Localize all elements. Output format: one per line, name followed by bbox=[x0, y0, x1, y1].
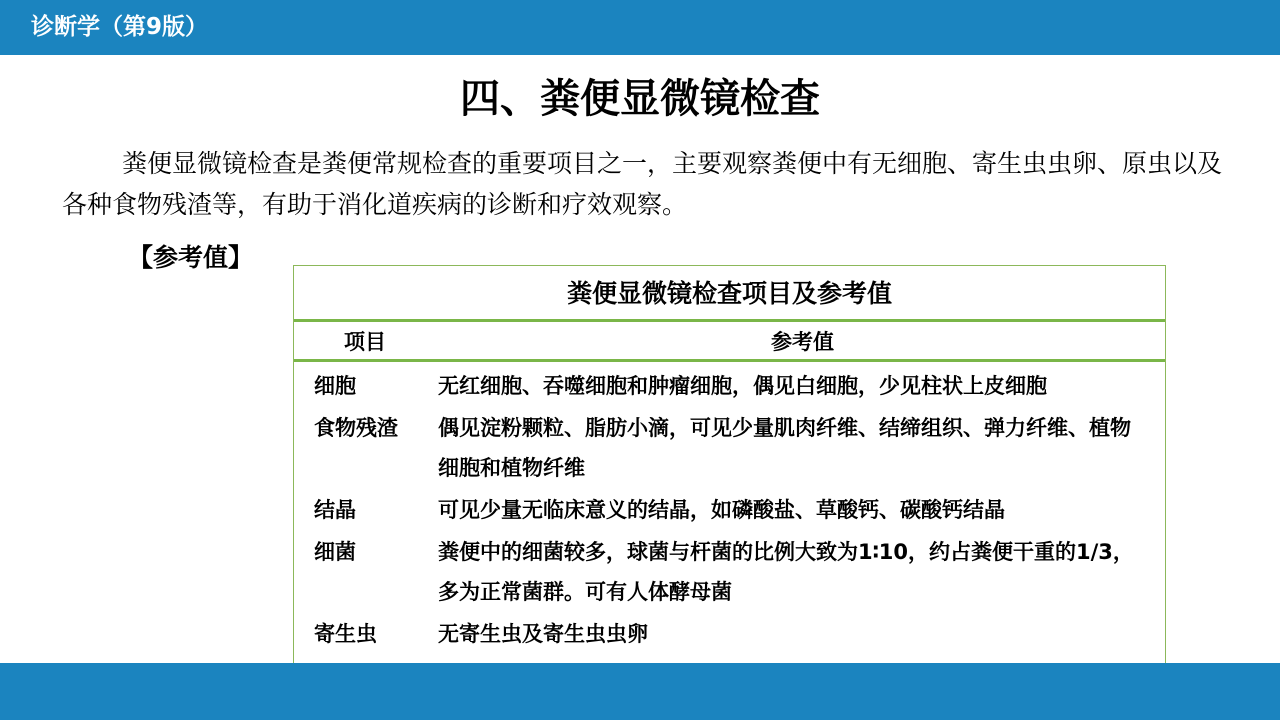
row-value: 粪便中的细菌较多，球菌与杆菌的比例大致为1∶10，约占粪便干重的1/3，多为正常菌群。可有人体酵母菌 bbox=[438, 540, 1134, 604]
column-header-reference-value: 参考值 bbox=[771, 330, 834, 354]
table-title: 粪便显微镜检查项目及参考值 bbox=[566, 279, 892, 308]
book-title: 诊断学（第9版） bbox=[31, 14, 209, 40]
intro-paragraph: 粪便显微镜检查是粪便常规检查的重要项目之一，主要观察粪便中有无细胞、寄生虫虫卵、原虫以及各种食物残渣等，有助于消化道疾病的诊断和疗效观察。 bbox=[62, 149, 1223, 219]
row-item: 细胞 bbox=[314, 374, 356, 398]
row-item: 结晶 bbox=[314, 498, 356, 522]
top-banner bbox=[0, 0, 1280, 55]
slide-heading: 四、粪便显微镜检查 bbox=[460, 76, 820, 122]
reference-table bbox=[293, 265, 1166, 664]
row-item: 细菌 bbox=[314, 540, 356, 564]
row-value: 无红细胞、吞噬细胞和肿瘤细胞，偶见白细胞，少见柱状上皮细胞 bbox=[438, 374, 1047, 398]
reference-values-label: 【参考值】 bbox=[128, 243, 254, 272]
bottom-banner bbox=[0, 663, 1280, 720]
row-item: 食物残渣 bbox=[314, 416, 398, 440]
table-header-rule bbox=[294, 359, 1165, 362]
row-item: 寄生虫 bbox=[314, 622, 377, 646]
table-top-rule bbox=[294, 319, 1165, 322]
row-value: 可见少量无临床意义的结晶，如磷酸盐、草酸钙、碳酸钙结晶 bbox=[438, 498, 1005, 522]
row-value: 偶见淀粉颗粒、脂肪小滴，可见少量肌肉纤维、结缔组织、弹力纤维、植物细胞和植物纤维 bbox=[438, 416, 1131, 480]
row-value: 无寄生虫及寄生虫虫卵 bbox=[438, 622, 648, 646]
column-header-item: 项目 bbox=[344, 330, 386, 354]
